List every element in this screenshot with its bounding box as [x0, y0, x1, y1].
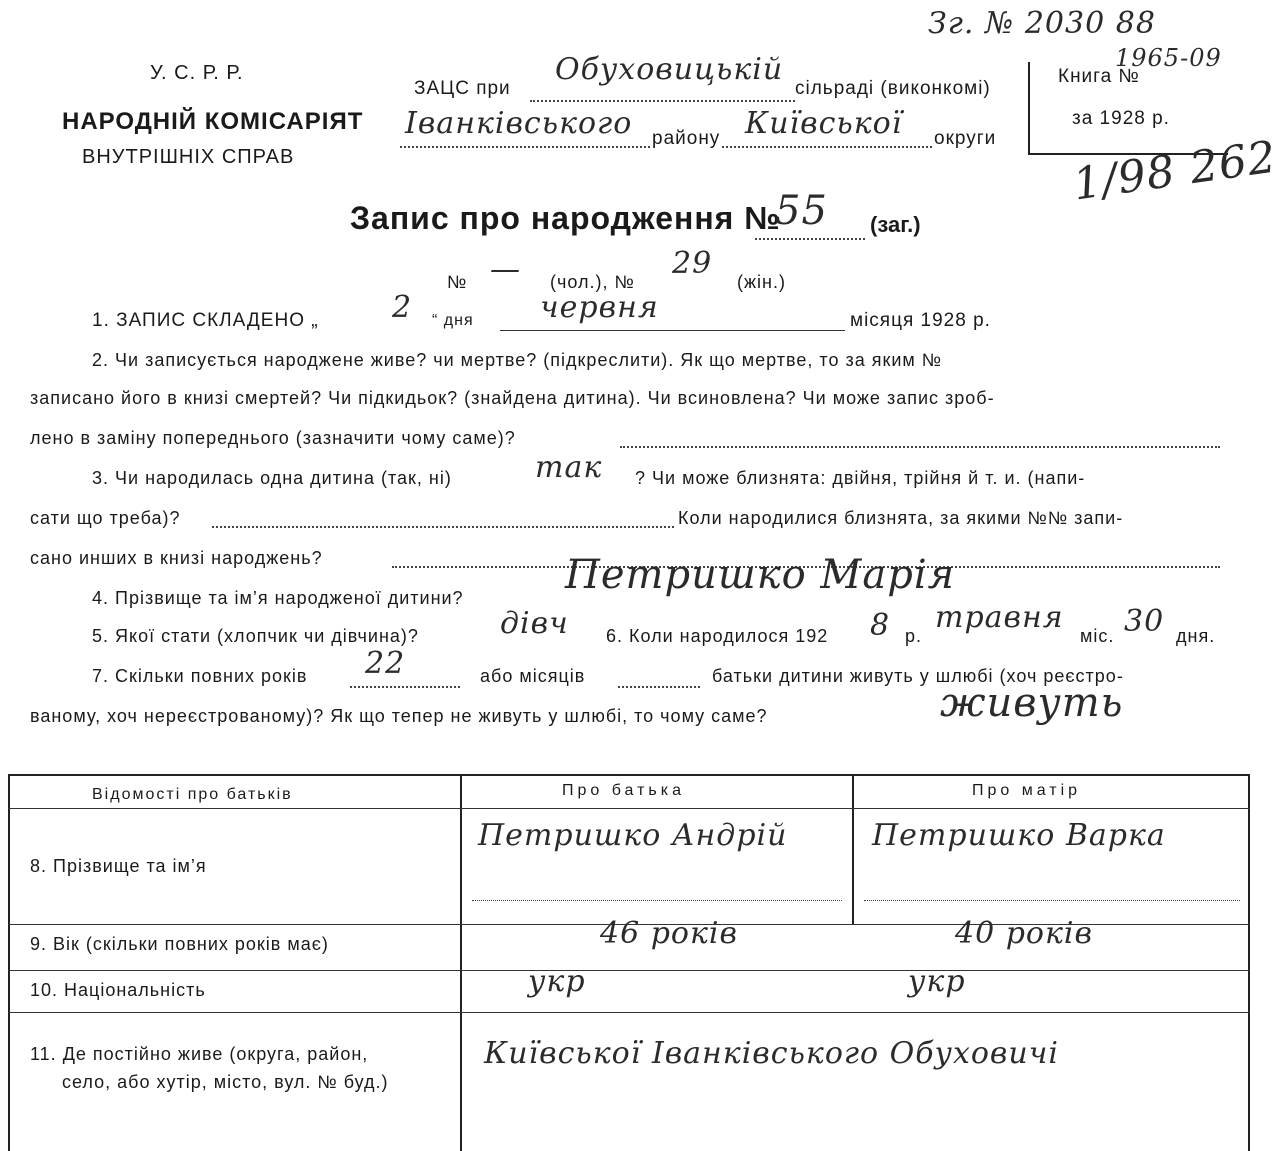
zags-label: ЗАЦС при	[414, 78, 511, 99]
male-number-value: —	[490, 252, 521, 287]
q1-month-suffix: місяця 1928 р.	[850, 310, 991, 331]
q3-line-3: сано инших в книзі народжень?	[30, 548, 323, 568]
father-nationality-value: укр	[528, 964, 586, 999]
birth-day-value: 30	[1124, 604, 1165, 639]
row-9-label: 9. Вік (скільки повних років має)	[30, 934, 329, 954]
table-left-border	[8, 774, 10, 1151]
father-name-line	[472, 900, 842, 901]
book-value: 1965-09	[1115, 44, 1222, 72]
table-header-divider	[8, 808, 1250, 809]
q2-line-1: 2. Чи записується народжене живе? чи мертве? (підкреслити). Як що мертве, то за яким №	[92, 350, 943, 370]
q3-line-1a: 3. Чи народилась одна дитина (так, ні)	[92, 468, 452, 488]
q1-month-value: червня	[540, 290, 659, 325]
district-label: району	[652, 128, 721, 149]
q6-day-suffix: дня.	[1176, 626, 1216, 646]
q1-label: 1. ЗАПИС СКЛАДЕНО „	[92, 310, 319, 331]
q3-line-2b: Коли народилися близнята, за якими №№ запи-	[678, 508, 1124, 528]
q2-line-2: записано його в книзі смертей? Чи підкидьок? (знайдена дитина). Чи всиновлена? Чи може запис зроб-	[30, 388, 995, 408]
q6-label: 6. Коли народилося 192	[606, 626, 829, 646]
record-number-line	[755, 238, 865, 240]
internal-affairs-label: ВНУТРІШНІХ СПРАВ	[82, 146, 295, 168]
mother-age-value: 40 років	[955, 916, 1093, 951]
district-value: Іванківського	[405, 106, 633, 141]
archive-stamp: Зг. № 2030 88	[928, 6, 1156, 41]
book-box-left-border	[1028, 62, 1030, 154]
col-header-parents: Відомості про батьків	[92, 786, 293, 803]
okrug-value: Київської	[745, 106, 903, 141]
father-name-value: Петришко Андрій	[478, 818, 788, 853]
q1-month-line	[500, 330, 845, 331]
year-label: за 1928 р.	[1072, 108, 1170, 129]
q2-answer-line	[620, 446, 1220, 448]
q7-years-line	[350, 686, 460, 688]
q2-line-3: лено в заміну попереднього (зазначити чому саме)?	[30, 428, 516, 448]
q6-r-label: р.	[905, 626, 923, 646]
district-line	[400, 146, 650, 148]
book-label: Книга №	[1058, 66, 1140, 87]
col-header-mother: Про матір	[972, 782, 1082, 799]
q7-line-1c: батьки дитини живуть у шлюбі (хоч реєстро-	[712, 666, 1124, 686]
q3-line-1b: ? Чи може близнята: двійня, трійня й т. и. (напи-	[635, 468, 1086, 488]
q1-day-suffix: “ дня	[432, 312, 474, 329]
q7-line-1b: або місяців	[480, 666, 586, 686]
row-11-label-line-1: 11. Де постійно живе (округа, район,	[30, 1044, 369, 1064]
record-number: 55	[775, 188, 828, 234]
q1-day-value: 2	[392, 290, 413, 325]
ussr-label: У. С. Р. Р.	[150, 62, 244, 84]
male-number-suffix: (чол.), №	[550, 272, 635, 292]
table-divider-1	[460, 774, 462, 1151]
q4-label: 4. Прізвище та ім’я народженої дитини?	[92, 588, 464, 608]
mother-name-line	[864, 900, 1240, 901]
q3-line-2a: сати що треба)?	[30, 508, 181, 528]
table-row-divider-2	[8, 970, 1250, 971]
birth-month-value: травня	[935, 600, 1064, 635]
council-label: сільраді (виконкомі)	[795, 78, 991, 99]
row-10-label: 10. Національність	[30, 980, 206, 1000]
female-number-value: 29	[672, 246, 713, 281]
child-name-value: Петришко Марія	[565, 552, 956, 598]
table-divider-2	[852, 774, 854, 924]
okrug-line	[722, 146, 932, 148]
margin-note: 1/98 262	[1070, 131, 1280, 211]
table-row-divider-3	[8, 1012, 1250, 1013]
male-number-label: №	[447, 272, 468, 292]
q5-label: 5. Якої стати (хлопчик чи дівчина)?	[92, 626, 419, 646]
marriage-answer: живуть	[940, 680, 1124, 726]
okrug-label: округи	[934, 128, 997, 149]
zags-value: Обуховицькій	[555, 52, 784, 87]
q7-months-line	[618, 686, 700, 688]
mother-nationality-value: укр	[908, 964, 966, 999]
female-number-suffix: (жін.)	[737, 272, 786, 292]
table-right-border	[1248, 774, 1250, 1151]
q7-line-2: ваному, хоч нереєстрованому)? Як що тепер не живуть у шлюбі, то чому саме?	[30, 706, 768, 726]
record-title: Запис про народження №	[350, 200, 781, 236]
marriage-years-value: 22	[365, 646, 406, 681]
col-header-father: Про батька	[562, 782, 685, 799]
row-11-label-line-2: село, або хутір, місто, вул. № буд.)	[62, 1072, 389, 1092]
mother-name-value: Петришко Варка	[872, 818, 1166, 853]
commissariat-title: НАРОДНІЙ КОМІСАРІЯТ	[62, 108, 364, 135]
row-8-label: 8. Прізвище та ім’я	[30, 856, 207, 876]
q7-line-1a: 7. Скільки повних років	[92, 666, 308, 686]
record-suffix: (заг.)	[870, 212, 921, 237]
birth-year-digit: 8	[870, 608, 891, 643]
table-top-border	[8, 774, 1250, 776]
residence-value: Київської Іванківського Обуховичі	[484, 1036, 1059, 1071]
q3-answer: так	[535, 450, 603, 485]
zags-line	[530, 100, 795, 102]
q6-mis-label: міс.	[1080, 626, 1115, 646]
q3-twins-line	[212, 526, 674, 528]
father-age-value: 46 років	[600, 916, 738, 951]
child-sex-value: дівч	[500, 606, 569, 641]
